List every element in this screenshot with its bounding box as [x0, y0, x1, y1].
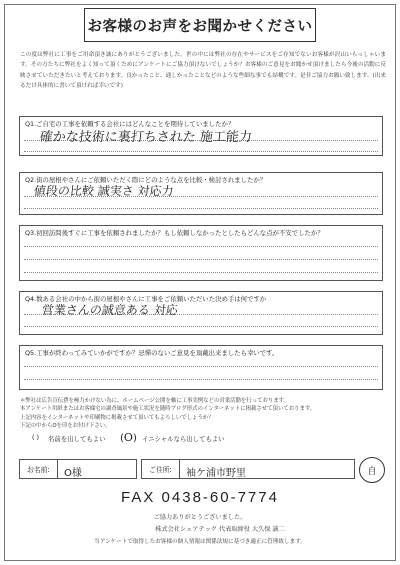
answer-text-2[interactable]: 値段の比較 誠実さ 対応力	[33, 184, 175, 198]
fax-number: FAX 0438-60-7774	[121, 489, 279, 506]
option-initial-label: イニシャルなら出してもよい	[142, 435, 225, 443]
question-box-4	[19, 291, 383, 335]
answer-line	[24, 326, 378, 327]
intro-text: この度は弊社に工事をご用命頂き誠にありがとうございました。世の中には弊社の存在やサービスをご存知でないお客様が沢山いらっしゃいます。その方たちに弊社をよく知って頂くためにアンケートにご協力頂けないでしょうか？お客様のご意見をお聞かせ頂けましたら今後の活動に反映させていただきたいと考えております。良かったこと、通しかったことなどのような些細な事でも結構です。是非ご協力お願い致します。(出来るだけ具体的に書いて頂ければ幸いです)	[20, 52, 386, 90]
page-title: お客様のお声をお聞かせください	[84, 8, 316, 42]
option-name-label: 名前を出してもよい	[48, 435, 106, 443]
answer-text-4[interactable]: 営業さんの誠意ある 対応	[41, 303, 179, 317]
address-label: ご住所:	[142, 460, 180, 478]
answer-line	[24, 259, 378, 260]
thanks-text: ご協力ありがとうございました。	[153, 514, 247, 521]
answer-line	[24, 151, 378, 152]
note-line: 下記の中からOを印をお付け下さい。	[20, 423, 111, 430]
answer-line	[24, 208, 378, 209]
option-name-bracket[interactable]: ( )	[32, 433, 40, 441]
notes-block	[20, 397, 386, 431]
name-field	[19, 459, 137, 479]
seal-stamp: 自	[359, 457, 385, 483]
question-label-5: Q5.工事が終わってみていかがですか？忌憚のないご意見を頂戴出来ましたら幸いです。	[25, 349, 279, 357]
name-label: お名前:	[20, 460, 58, 478]
answer-line	[24, 379, 378, 380]
question-label-4: Q4.数ある会社の中から街の屋根やさんに工事をご依頼いただいた決め手は何ですか	[25, 295, 267, 303]
name-value[interactable]: O様	[64, 468, 82, 479]
option-initial-bracket[interactable]: (O)	[120, 431, 137, 444]
question-box-5	[19, 345, 383, 390]
question-label-2: Q2.街の屋根やさんにご依頼いただく際にどのような点を比較・検討されましたか？	[25, 176, 267, 184]
address-value[interactable]: 袖ケ浦市野里	[186, 468, 246, 479]
company-text: 株式会社シェアテック 代表取締役 大久保 誠二	[155, 526, 285, 533]
question-box-2	[19, 172, 383, 215]
question-box-3	[19, 225, 383, 281]
question-box-1	[19, 116, 383, 156]
selected-mark: O	[123, 431, 133, 444]
question-label-3: Q3.初回訪問後すぐに工事を依頼されましたか？もし依頼しなかったとしたらどんな点が不安でしたか？	[25, 229, 324, 237]
consent-options	[22, 433, 382, 447]
answer-line	[24, 246, 378, 247]
address-field	[141, 459, 355, 479]
question-label-1: Q1.ご自宅の工事を依頼する会社にはどんなことを期待していましたか？	[25, 120, 235, 128]
note-line: 上記内容をインターネットや印刷物に掲載させて頂いてもよろしいでしょうか？	[20, 414, 214, 421]
privacy-text: 当アンケートで取得したお客様の個人情報は関係法規に基づき適正に管理致します。	[94, 539, 306, 545]
note-line: 本アンケート用紙またはお客様宅の調査風景や施工状況を随時ブログ形式のインターネットに掲載させて頂いております。	[20, 406, 316, 413]
answer-line	[24, 366, 378, 367]
note-line: ＊弊社は広告宣伝費を極力かけない為に、ホームページ公開を軸に工事実例などの営業活動を行っております。	[20, 398, 289, 404]
answer-line	[24, 272, 378, 273]
answer-text-1[interactable]: 確かな技術に裏打ちされた 施工能力	[39, 130, 253, 145]
